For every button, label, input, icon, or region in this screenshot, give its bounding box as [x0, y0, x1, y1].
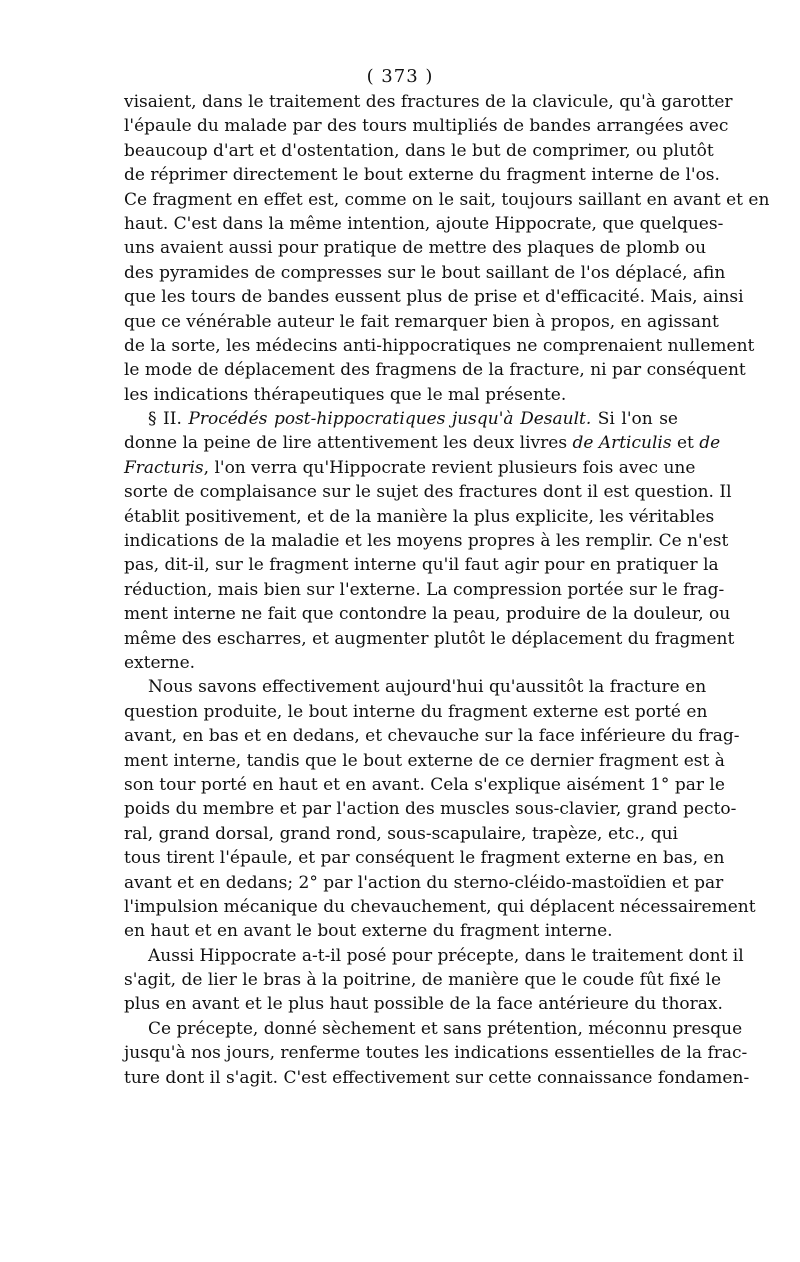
text-line: beaucoup d'art et d'ostentation, dans le but de comprimer, ou plutôt [124, 140, 714, 161]
text-line: des pyramides de compresses sur le bout saillant de l'os déplacé, afin [124, 262, 726, 283]
text-line: plus en avant et le plus haut possible de la face antérieure du thorax. [124, 994, 723, 1015]
text-line: son tour porté en haut et en avant. Cela s'explique aisément 1° par le [124, 774, 725, 795]
text-line: indications de la maladie et les moyens propres à les remplir. Ce n'est [124, 531, 729, 552]
text-line: Aussi Hippocrate a-t-il posé pour précepte, dans le traitement dont il [148, 945, 744, 966]
book-title-de: de [699, 433, 721, 454]
page-number: ( 373 ) [366, 66, 434, 87]
text-line: de la sorte, les médecins anti-hippocratiques ne comprenaient nullement [124, 335, 755, 356]
text-line: donne la peine de lire attentivement les deux livres de Articulis et de [124, 433, 721, 454]
text-line: sorte de complaisance sur le sujet des fractures dont il est question. Il [124, 482, 732, 503]
text-line: l'épaule du malade par des tours multipliés de bandes arrangées avec [124, 116, 729, 137]
section-heading-line [124, 407, 678, 431]
text-line: que ce vénérable auteur le fait remarquer bien à propos, en agissant [124, 311, 719, 332]
book-title-articulis: de Articulis [572, 433, 672, 454]
text-line: Ce fragment en effet est, comme on le sait, toujours saillant en avant et en [124, 189, 770, 210]
text-line: tous tirent l'épaule, et par conséquent le fragment externe en bas, en [124, 848, 725, 869]
text-line: en haut et en avant le bout externe du fragment interne. [124, 921, 613, 942]
text-line: question produite, le bout interne du fragment externe est porté en [124, 701, 708, 722]
text-line: avant, en bas et en dedans, et chevauche sur la face inférieure du frag- [124, 726, 740, 747]
text-line: avant et en dedans; 2° par l'action du sterno-cléido-mastoïdien et par [124, 872, 724, 893]
section-number: § II. [148, 409, 189, 430]
text-line: Fracturis, l'on verra qu'Hippocrate revient plusieurs fois avec une [124, 457, 696, 478]
text-line: ment interne ne fait que contondre la peau, produire de la douleur, ou [124, 604, 731, 625]
text-line: le mode de déplacement des fragmens de la fracture, ni par conséquent [124, 360, 746, 381]
text-line: l'impulsion mécanique du chevauchement, qui déplacent nécessairement [124, 896, 756, 917]
text-line: que les tours de bandes eussent plus de prise et d'efficacité. Mais, ainsi [124, 287, 744, 308]
text-line: établit positivement, et de la manière la plus explicite, les véritables [124, 506, 715, 527]
text-line: visaient, dans le traitement des fractures de la clavicule, qu'à garotter [124, 92, 733, 112]
text-line: haut. C'est dans la même intention, ajoute Hippocrate, que quelques- [124, 213, 724, 234]
text-line: les indications thérapeutiques que le mal présente. [124, 384, 567, 405]
section-heading-continuation: Si l'on se [591, 409, 678, 430]
text-line: pas, dit-il, sur le fragment interne qu'il faut agir pour en pratiquer la [124, 555, 719, 576]
text-line: Ce précepte, donné sèchement et sans prétention, méconnu presque [148, 1018, 743, 1039]
text-line: s'agit, de lier le bras à la poitrine, de manière que le coude fût fixé le [124, 970, 722, 991]
text-line: réduction, mais bien sur l'externe. La compression portée sur le frag- [124, 579, 725, 600]
text-line: ture dont il s'agit. C'est effectivement sur cette connaissance fondamen- [124, 1067, 750, 1088]
text-line: uns avaient aussi pour pratique de mettre des plaques de plomb ou [124, 238, 707, 259]
text-line: poids du membre et par l'action des muscles sous-clavier, grand pecto- [124, 799, 737, 820]
section-title: Procédés post-hippocratiques jusqu'à Desault. [188, 409, 592, 430]
book-title-fracturis: Fracturis [124, 457, 204, 478]
text-line: ment interne, tandis que le bout externe de ce dernier fragment est à [124, 750, 725, 771]
body-text [124, 90, 770, 1090]
text-line: jusqu'à nos jours, renferme toutes les indications essentielles de la frac- [124, 1043, 748, 1064]
text-line: même des escharres, et augmenter plutôt le déplacement du fragment [124, 628, 735, 649]
text-line: Nous savons effectivement aujourd'hui qu'aussitôt la fracture en [148, 677, 707, 698]
text-line: externe. [124, 652, 196, 673]
text-line: ral, grand dorsal, grand rond, sous-scapulaire, trapèze, etc., qui [124, 823, 678, 844]
text-line: de réprimer directement le bout externe du fragment interne de l'os. [124, 165, 720, 186]
